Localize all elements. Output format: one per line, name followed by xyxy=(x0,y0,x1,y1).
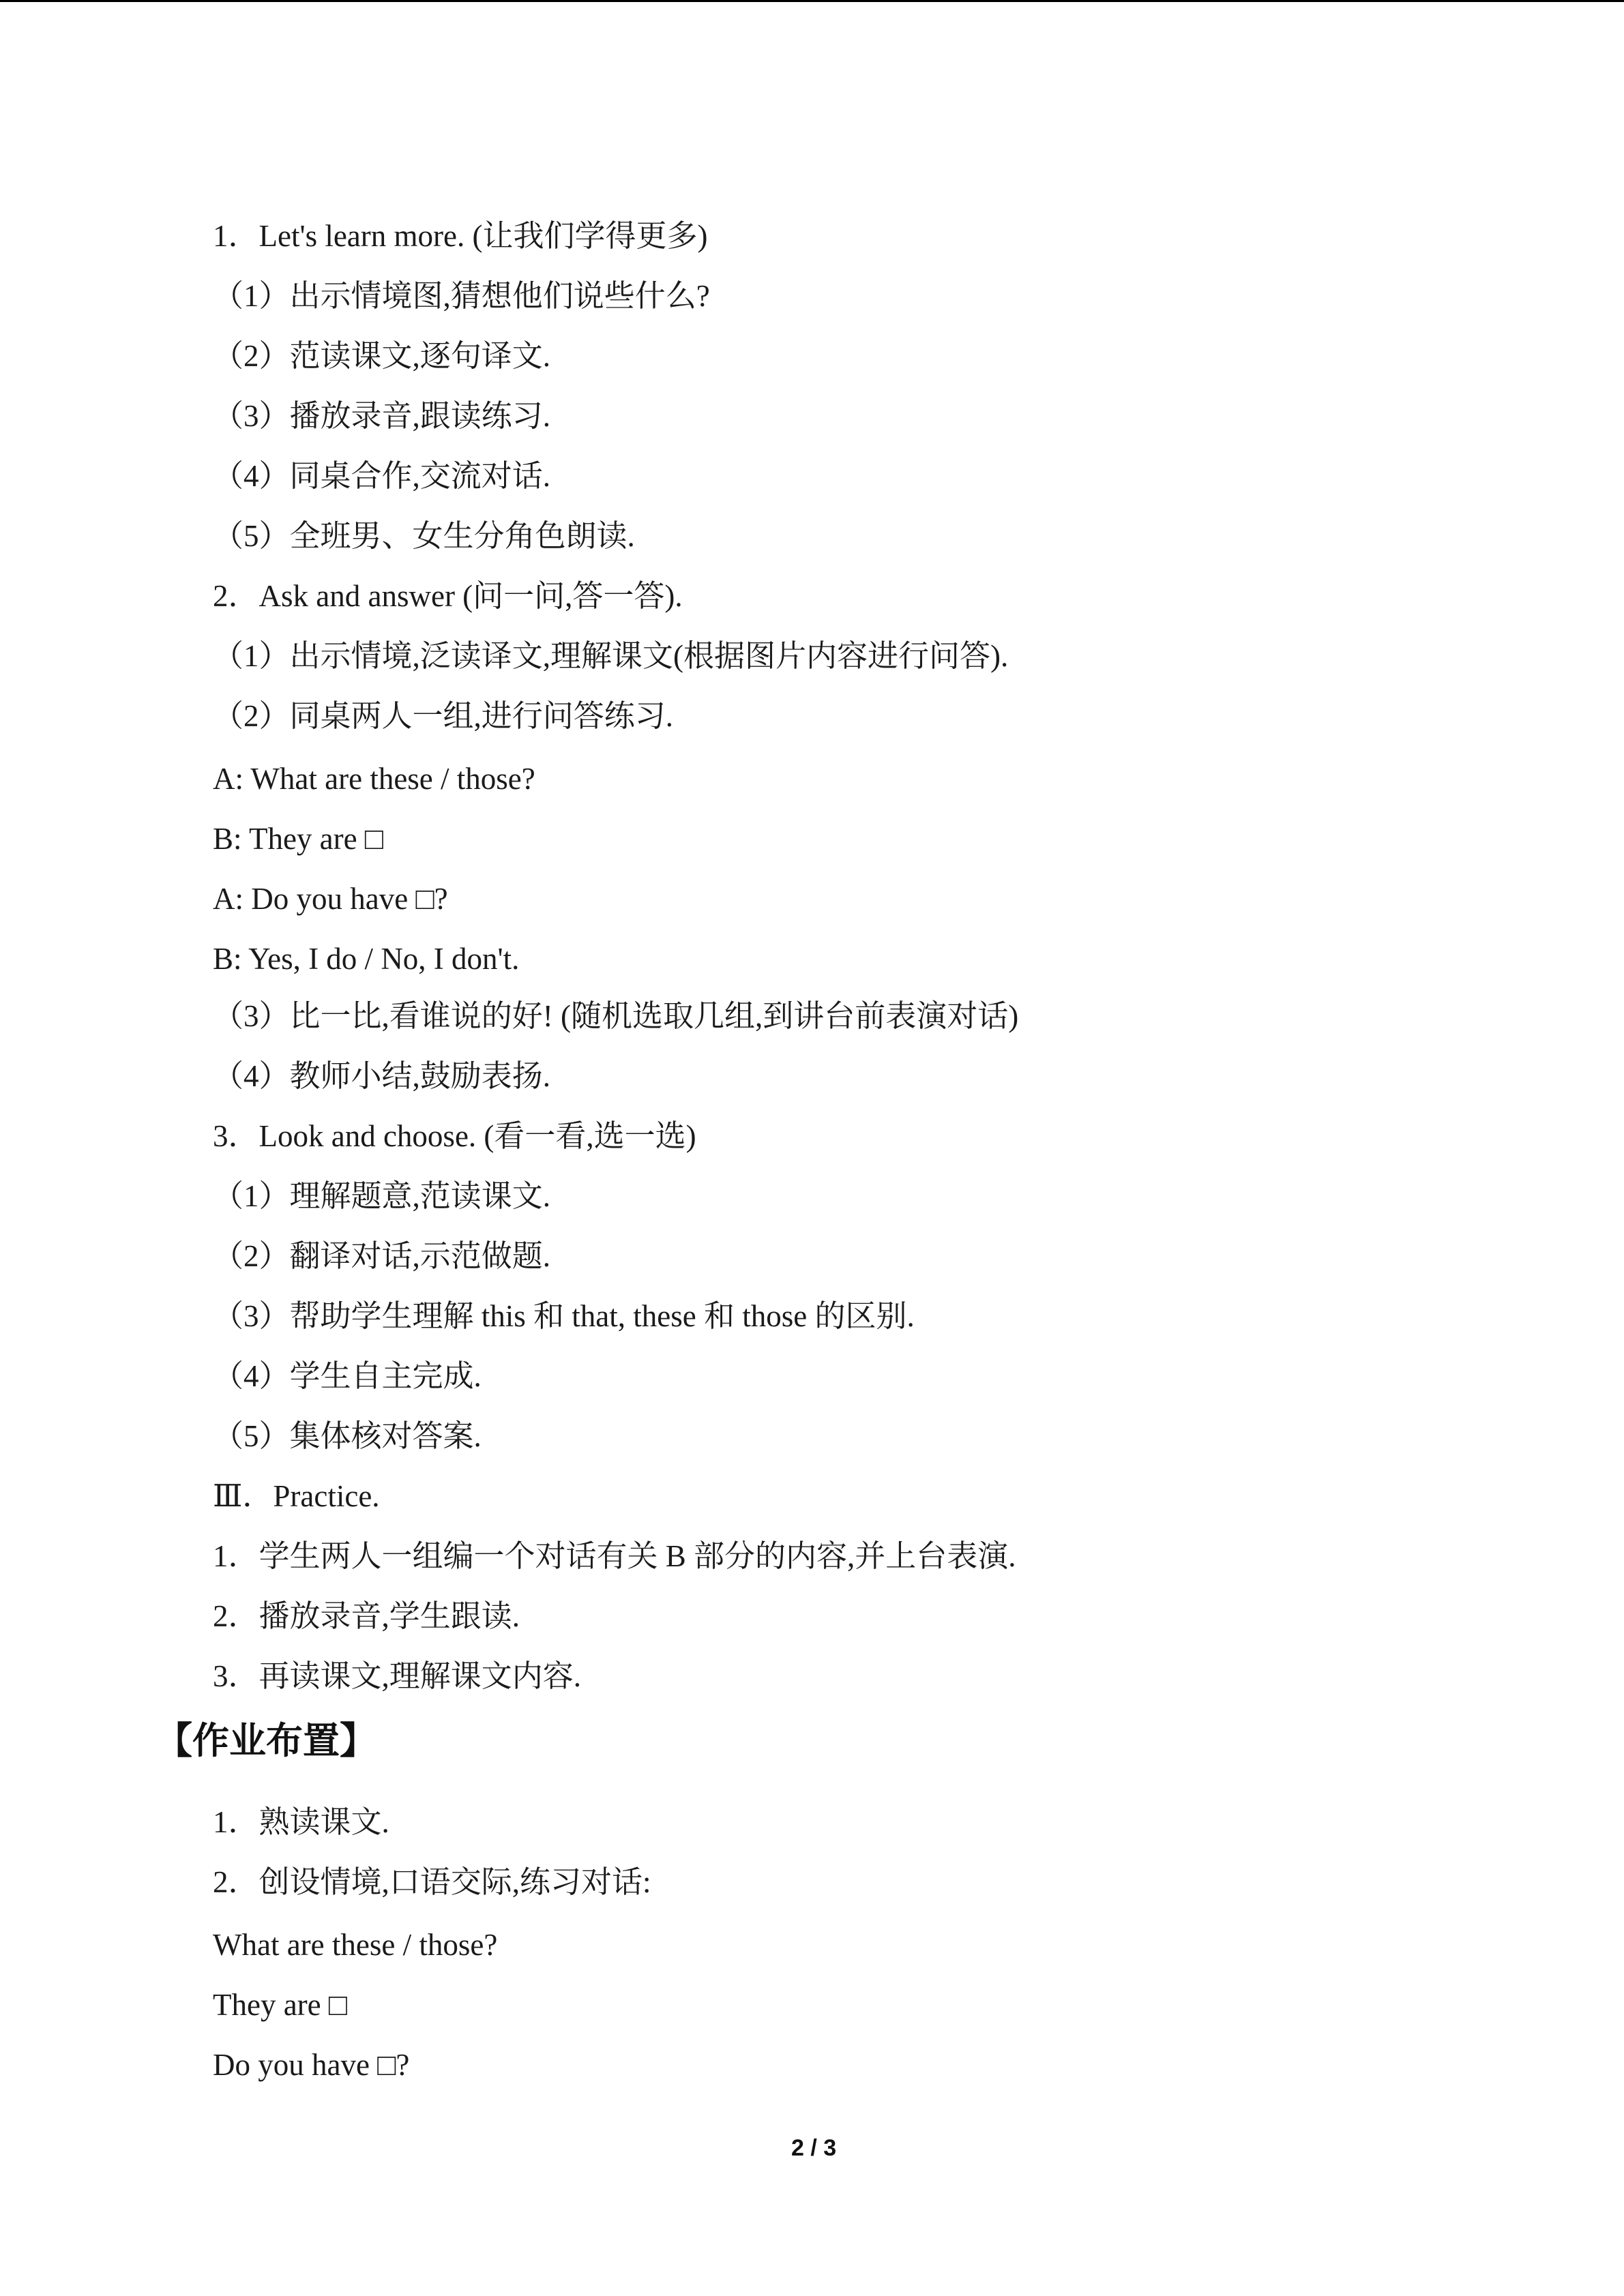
text-line: 3．再读课文,理解课文内容. xyxy=(213,1659,582,1693)
text-line: （5）集体核对答案. xyxy=(213,1419,482,1453)
text-line: （5）全班男、女生分角色朗读. xyxy=(213,519,635,553)
dialogue-line: Do you have □? xyxy=(213,2048,410,2082)
text-line: （1）出示情境图,猜想他们说些什么? xyxy=(213,279,710,313)
text-line: 2．创设情境,口语交际,练习对话: xyxy=(213,1865,651,1899)
text-line: 2．Ask and answer (问一问,答一答). xyxy=(213,579,683,613)
dialogue-line: What are these / those? xyxy=(213,1928,498,1962)
dialogue-line: B: They are □ xyxy=(213,822,384,856)
text-line: （2）翻译对话,示范做题. xyxy=(213,1239,551,1273)
dialogue-line: They are □ xyxy=(213,1988,348,2022)
text-line: （3）帮助学生理解 this 和 that, these 和 those 的区别. xyxy=(213,1299,915,1333)
dialogue-line: A: What are these / those? xyxy=(213,762,535,796)
dialogue-line: B: Yes, I do / No, I don't. xyxy=(213,942,520,976)
text-line: （2）范读课文,逐句译文. xyxy=(213,339,551,373)
text-line: 1．学生两人一组编一个对话有关 B 部分的内容,并上台表演. xyxy=(213,1539,1016,1573)
text-line: （1）理解题意,范读课文. xyxy=(213,1179,551,1213)
text-line: （4）同桌合作,交流对话. xyxy=(213,459,551,493)
text-line: （2）同桌两人一组,进行问答练习. xyxy=(213,699,674,733)
text-line: 1．Let's learn more. (让我们学得更多) xyxy=(213,219,708,253)
section-title: Ⅲ．Practice. xyxy=(213,1479,380,1513)
homework-heading: 【作业布置】 xyxy=(156,1719,377,1762)
page-number: 2 / 3 xyxy=(791,2135,837,2161)
text-line: （1）出示情境,泛读译文,理解课文(根据图片内容进行问答). xyxy=(213,639,1009,673)
text-line: 1．熟读课文. xyxy=(213,1805,389,1839)
text-line: 3．Look and choose. (看一看,选一选) xyxy=(213,1119,696,1153)
text-line: （3）播放录音,跟读练习. xyxy=(213,399,551,433)
text-line: （4）学生自主完成. xyxy=(213,1359,482,1393)
text-line: （3）比一比,看谁说的好! (随机选取几组,到讲台前表演对话) xyxy=(213,999,1019,1033)
text-line: 2．播放录音,学生跟读. xyxy=(213,1599,520,1633)
dialogue-line: A: Do you have □? xyxy=(213,882,448,916)
text-line: （4）教师小结,鼓励表扬. xyxy=(213,1059,551,1093)
